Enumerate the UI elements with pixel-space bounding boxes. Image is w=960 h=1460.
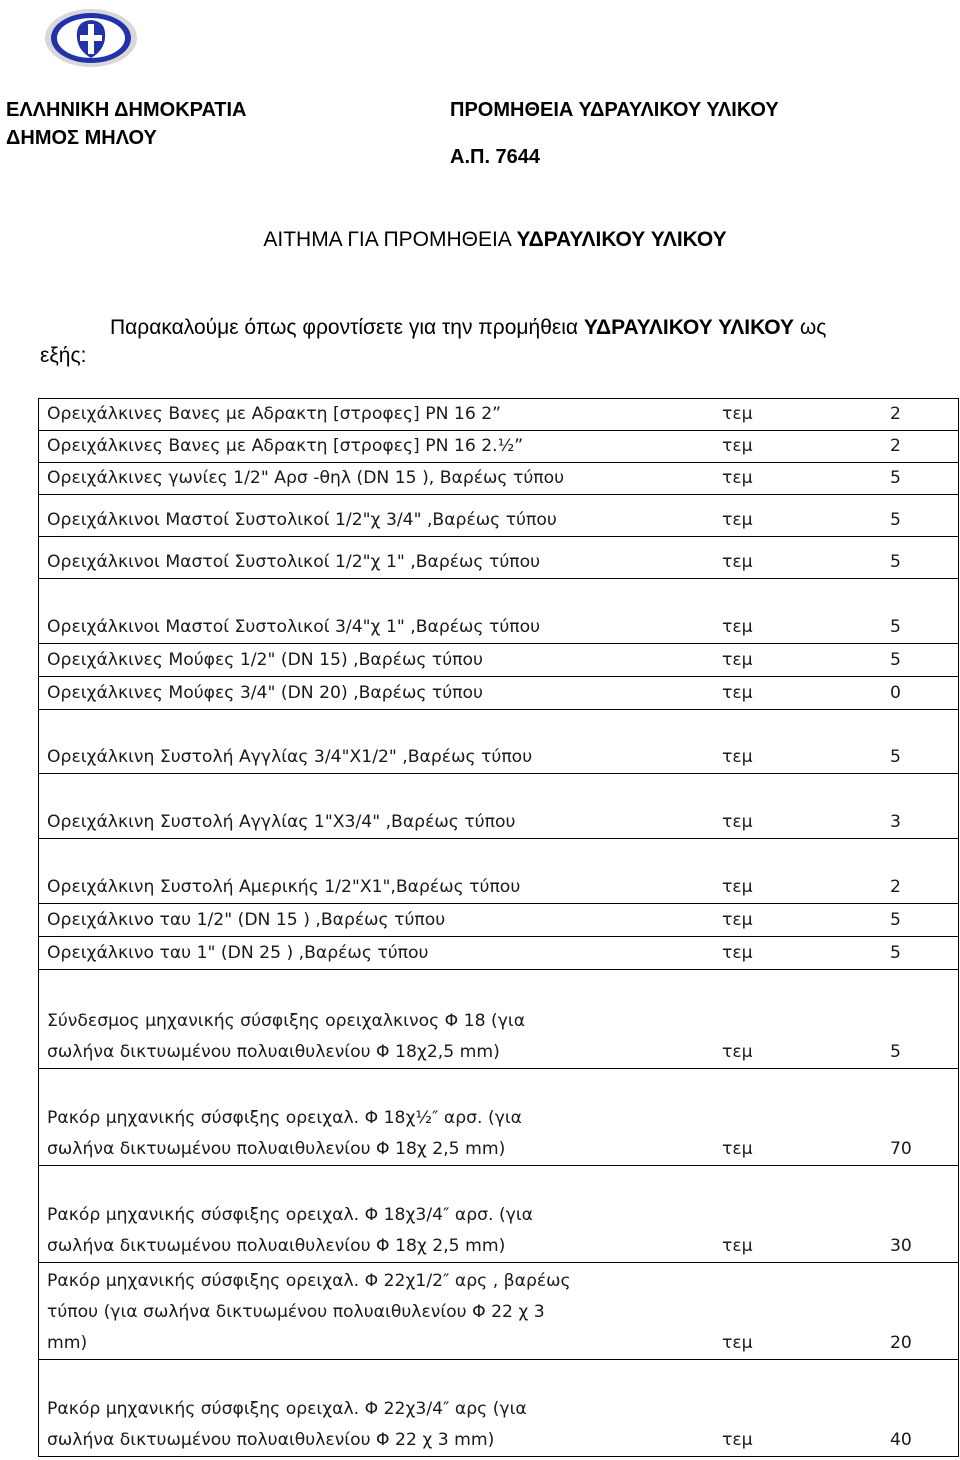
protocol-number: Α.Π. 7644 — [450, 146, 541, 168]
item-description-text: Ρακόρ μηχανικής σύσφιξης ορειχαλ. Φ 22χ3/4″ αρς (για σωλήνα δικτυωμένου πολυαιθυλενίου Φ 22 χ 3 mm) — [47, 1399, 527, 1450]
item-description-text: Ορειχάλκινοι Μαστοί Συστολικοί 1/2"χ 3/4" ,Βαρέως τύπου — [47, 510, 557, 530]
table-row — [39, 904, 959, 937]
item-description-text: Ρακόρ μηχανικής σύσφιξης ορειχαλ. Φ 18χ½″ αρσ. (για σωλήνα δικτυωμένου πολυαιθυλενίου Φ 18χ 2,5 mm) — [47, 1108, 523, 1159]
table-row — [39, 431, 959, 463]
table-row — [39, 937, 959, 970]
item-unit: τεμ — [697, 579, 822, 644]
table-row — [39, 774, 959, 839]
item-description — [39, 937, 698, 970]
item-unit: τεμ — [697, 1069, 822, 1166]
item-quantity: 0 — [822, 677, 959, 710]
item-quantity: 5 — [822, 579, 959, 644]
item-description — [39, 904, 698, 937]
item-unit: τεμ — [697, 431, 822, 463]
item-description — [39, 1069, 698, 1166]
item-description — [39, 970, 698, 1069]
item-description-text: Ορειχάλκινοι Μαστοί Συστολικοί 3/4"χ 1" ,Βαρέως τύπου — [47, 617, 541, 637]
table-row — [39, 1069, 959, 1166]
item-description-text: Ορειχάλκινο ταυ 1/2" (DN 15 ) ,Βαρέως τύπου — [47, 910, 446, 930]
item-description-text: Ορειχάλκινες Βανες με Αδρακτη [στροφες] PN 16 2” — [47, 404, 502, 424]
item-description-text: Ορειχάλκινες Μούφες 3/4" (DN 20) ,Βαρέως τύπου — [47, 683, 483, 703]
item-unit: τεμ — [697, 644, 822, 677]
intro-subject: ΥΔΡΑΥΛΙΚΟΥ ΥΛΙΚΟΥ — [583, 316, 795, 339]
table-row — [39, 579, 959, 644]
intro-suffix: ως — [794, 316, 827, 339]
item-description — [39, 399, 698, 431]
table-row — [39, 1263, 959, 1360]
item-unit: τεμ — [697, 937, 822, 970]
item-quantity: 5 — [822, 495, 959, 537]
greek-state-seal-icon — [44, 8, 138, 68]
item-description — [39, 1360, 698, 1457]
item-unit: τεμ — [697, 970, 822, 1069]
municipality-name: ΔΗΜΟΣ ΜΗΛΟΥ — [6, 127, 157, 149]
table-row — [39, 677, 959, 710]
item-description-text: Ορειχάλκινες Βανες με Αδρακτη [στροφες] PN 16 2.½” — [47, 436, 524, 456]
item-description-text: Ορειχάλκινες γωνίες 1/2" Αρσ -θηλ (DN 15 ), Βαρέως τύπου — [47, 468, 565, 488]
item-unit: τεμ — [697, 537, 822, 579]
item-description-text: Σύνδεσμος μηχανικής σύσφιξης ορειχαλκινος Φ 18 (για σωλήνα δικτυωμένου πολυαιθυλενίου Φ 18χ2,5 mm) — [47, 1011, 526, 1062]
item-quantity: 3 — [822, 774, 959, 839]
item-quantity: 5 — [822, 937, 959, 970]
issuer-block — [6, 96, 247, 152]
item-description-text: Ρακόρ μηχανικής σύσφιξης ορειχαλ. Φ 18χ3/4″ αρσ. (για σωλήνα δικτυωμένου πολυαιθυλενίου Φ 18χ 2,5 mm) — [47, 1205, 534, 1256]
item-quantity: 2 — [822, 399, 959, 431]
item-quantity: 5 — [822, 710, 959, 774]
procurement-heading: ΠΡΟΜΗΘΕΙΑ ΥΔΡΑΥΛΙΚΟΥ ΥΛΙΚΟΥ — [450, 99, 779, 121]
item-description — [39, 579, 698, 644]
item-description — [39, 537, 698, 579]
table-row — [39, 644, 959, 677]
document-title — [0, 228, 960, 252]
item-description — [39, 495, 698, 537]
table-row — [39, 495, 959, 537]
items-table — [38, 398, 959, 1457]
table-row — [39, 537, 959, 579]
title-subject: ΥΔΡΑΥΛΙΚΟΥ ΥΛΙΚΟΥ — [516, 228, 727, 251]
item-quantity: 5 — [822, 537, 959, 579]
table-row — [39, 1360, 959, 1457]
item-unit: τεμ — [697, 1360, 822, 1457]
table-row — [39, 839, 959, 904]
item-unit: τεμ — [697, 774, 822, 839]
item-description — [39, 463, 698, 495]
item-description — [39, 677, 698, 710]
item-unit: τεμ — [697, 710, 822, 774]
item-description-text: Ορειχάλκινο ταυ 1" (DN 25 ) ,Βαρέως τύπου — [47, 943, 429, 963]
item-quantity: 2 — [822, 431, 959, 463]
table-row — [39, 1166, 959, 1263]
item-quantity: 5 — [822, 970, 959, 1069]
item-quantity: 5 — [822, 904, 959, 937]
item-unit: τεμ — [697, 677, 822, 710]
country-name: ΕΛΛΗΝΙΚΗ ΔΗΜΟΚΡΑΤΙΑ — [6, 99, 247, 121]
item-quantity: 30 — [822, 1166, 959, 1263]
item-unit: τεμ — [697, 1166, 822, 1263]
item-description-text: Ορειχάλκινοι Μαστοί Συστολικοί 1/2"χ 1" ,Βαρέως τύπου — [47, 552, 541, 572]
item-unit: τεμ — [697, 495, 822, 537]
table-row — [39, 710, 959, 774]
intro-paragraph — [110, 314, 950, 342]
item-description — [39, 431, 698, 463]
item-unit: τεμ — [697, 1263, 822, 1360]
table-row — [39, 970, 959, 1069]
item-description — [39, 1166, 698, 1263]
item-description-text: Ορειχάλκινη Συστολή Αγγλίας 3/4"Χ1/2" ,Βαρέως τύπου — [47, 747, 533, 767]
table-row — [39, 463, 959, 495]
item-description-text: Ρακόρ μηχανικής σύσφιξης ορειχαλ. Φ 22χ1/2″ αρς , βαρέως τύπου (για σωλήνα δικτυωμένου πολυαιθυλενίου Φ 22 χ 3 mm) — [47, 1271, 571, 1353]
item-description — [39, 839, 698, 904]
item-description — [39, 710, 698, 774]
item-description-text: Ορειχάλκινη Συστολή Αμερικής 1/2"Χ1",Βαρέως τύπου — [47, 877, 521, 897]
item-description — [39, 644, 698, 677]
item-quantity: 70 — [822, 1069, 959, 1166]
item-description-text: Ορειχάλκινες Μούφες 1/2" (DN 15) ,Βαρέως τύπου — [47, 650, 483, 670]
item-description-text: Ορειχάλκινη Συστολή Αγγλίας 1"Χ3/4" ,Βαρέως τύπου — [47, 812, 516, 832]
intro-continuation: εξής: — [40, 344, 87, 367]
item-quantity: 40 — [822, 1360, 959, 1457]
item-unit: τεμ — [697, 463, 822, 495]
item-quantity: 20 — [822, 1263, 959, 1360]
item-unit: τεμ — [697, 399, 822, 431]
item-unit: τεμ — [697, 839, 822, 904]
item-unit: τεμ — [697, 904, 822, 937]
intro-prefix: Παρακαλούμε όπως φροντίσετε για την προμήθεια — [110, 316, 584, 339]
item-quantity: 2 — [822, 839, 959, 904]
item-quantity: 5 — [822, 644, 959, 677]
table-row — [39, 399, 959, 431]
item-quantity: 5 — [822, 463, 959, 495]
title-prefix: ΑΙΤΗΜΑ ΓΙΑ ΠΡΟΜΗΘΕΙΑ — [263, 228, 517, 251]
item-description — [39, 774, 698, 839]
item-description — [39, 1263, 698, 1360]
